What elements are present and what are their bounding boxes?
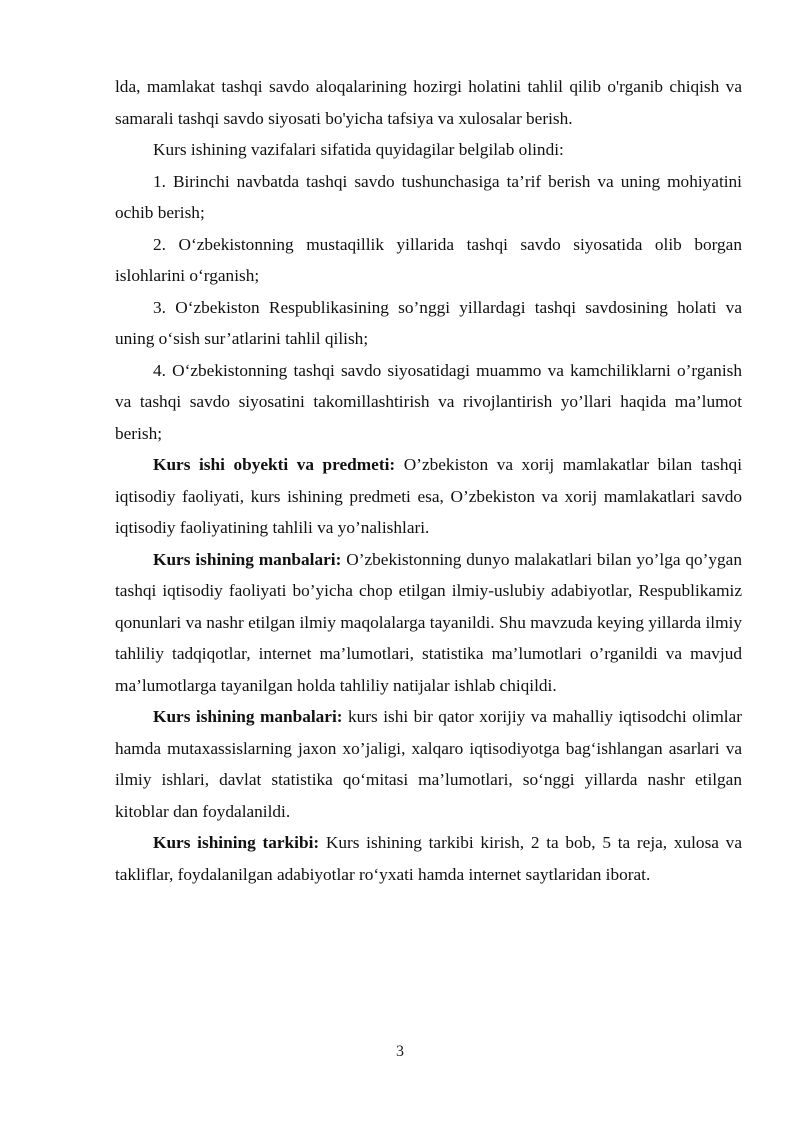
- page-number: 3: [396, 1043, 404, 1060]
- sources-paragraph-2: [115, 701, 742, 827]
- sources-label-1: Kurs ishining manbalari:: [153, 549, 342, 569]
- structure-text: Kurs ishining tarkibi kirish, 2 ta bob, 5 ta reja, xulosa va takliflar, foydalanilgan adabiyotlar ro‘yxati hamda internet saytlaridan iborat.: [115, 833, 742, 884]
- sources-label-2: Kurs ishining manbalari:: [153, 707, 343, 726]
- intro-paragraph: lda, mamlakat tashqi savdo aloqalarining hozirgi holatini tahlil qilib o'rganib chiqish va samarali tashqi savdo siyosati bo'yicha tafsiya va xulosalar berish.: [115, 77, 742, 128]
- sources-paragraph-1: [115, 544, 742, 702]
- tasks-lead-paragraph: Kurs ishining vazifalari sifatida quyidagilar belgilab olindi:: [153, 140, 564, 159]
- object-text: O’zbekiston va xorij mamlakatlar bilan tashqi iqtisodiy faoliyati, kurs ishining predmeti esa, O’zbekiston va xorij mamlakatlari savdo iqtisodiy faoliyatining tahlili va yo’nalishlari.: [115, 455, 742, 537]
- page-body: [115, 71, 742, 890]
- task-item-1: 1. Birinchi navbatda tashqi savdo tushunchasiga ta’rif berish va uning mohiyatini ochib berish;: [115, 171, 742, 222]
- sources-text-2: kurs ishi bir qator xorijiy va mahalliy iqtisodchi olimlar hamda mutaxassislarning jaxon xo’jaligi, xalqaro iqtisodiyotga bag‘ishlangan asarlari va ilmiy ishlari, davlat statistika qo‘mitasi ma’lumotlari, so‘nggi yillarda nashr etilgan kitoblar dan foydalanildi.: [115, 707, 742, 821]
- task-item-4: 4. O‘zbekistonning tashqi savdo siyosatidagi muammo va kamchiliklarni o’rganish va tashqi savdo siyosatini takomillashtirish va rivojlantirish yo’llari haqida ma’lumot berish;: [115, 360, 742, 443]
- task-item-3: 3. O‘zbekiston Respublikasining so’nggi yillardagi tashqi savdosining holati va uning o‘sish sur’atlarini tahlil qilish;: [115, 297, 742, 348]
- object-paragraph: [115, 449, 742, 544]
- object-label: Kurs ishi obyekti va predmeti:: [153, 455, 396, 474]
- structure-label: Kurs ishining tarkibi:: [153, 833, 320, 852]
- structure-paragraph: [115, 827, 742, 890]
- sources-text-1: O’zbekistonning dunyo malakatlari bilan yo’lga qo’ygan tashqi iqtisodiy faoliyati bo’yicha chop etilgan ilmiy-uslubiy adabiyotlar, Respublikamiz qonunlari va nashr etilgan ilmiy maqolalarga tayanildi. Shu mavzuda keying yillarda ilmiy tahliliy tadqiqotlar, internet ma’lumotlari, statistika ma’lumotlari o’rganildi va mavjud ma’lumotlarga tayanilgan holda tahliliy natijalar ishlab chiqildi.: [115, 549, 742, 695]
- task-item-2: 2. O‘zbekistonning mustaqillik yillarida tashqi savdo siyosatida olib borgan islohlarini o‘rganish;: [115, 234, 742, 285]
